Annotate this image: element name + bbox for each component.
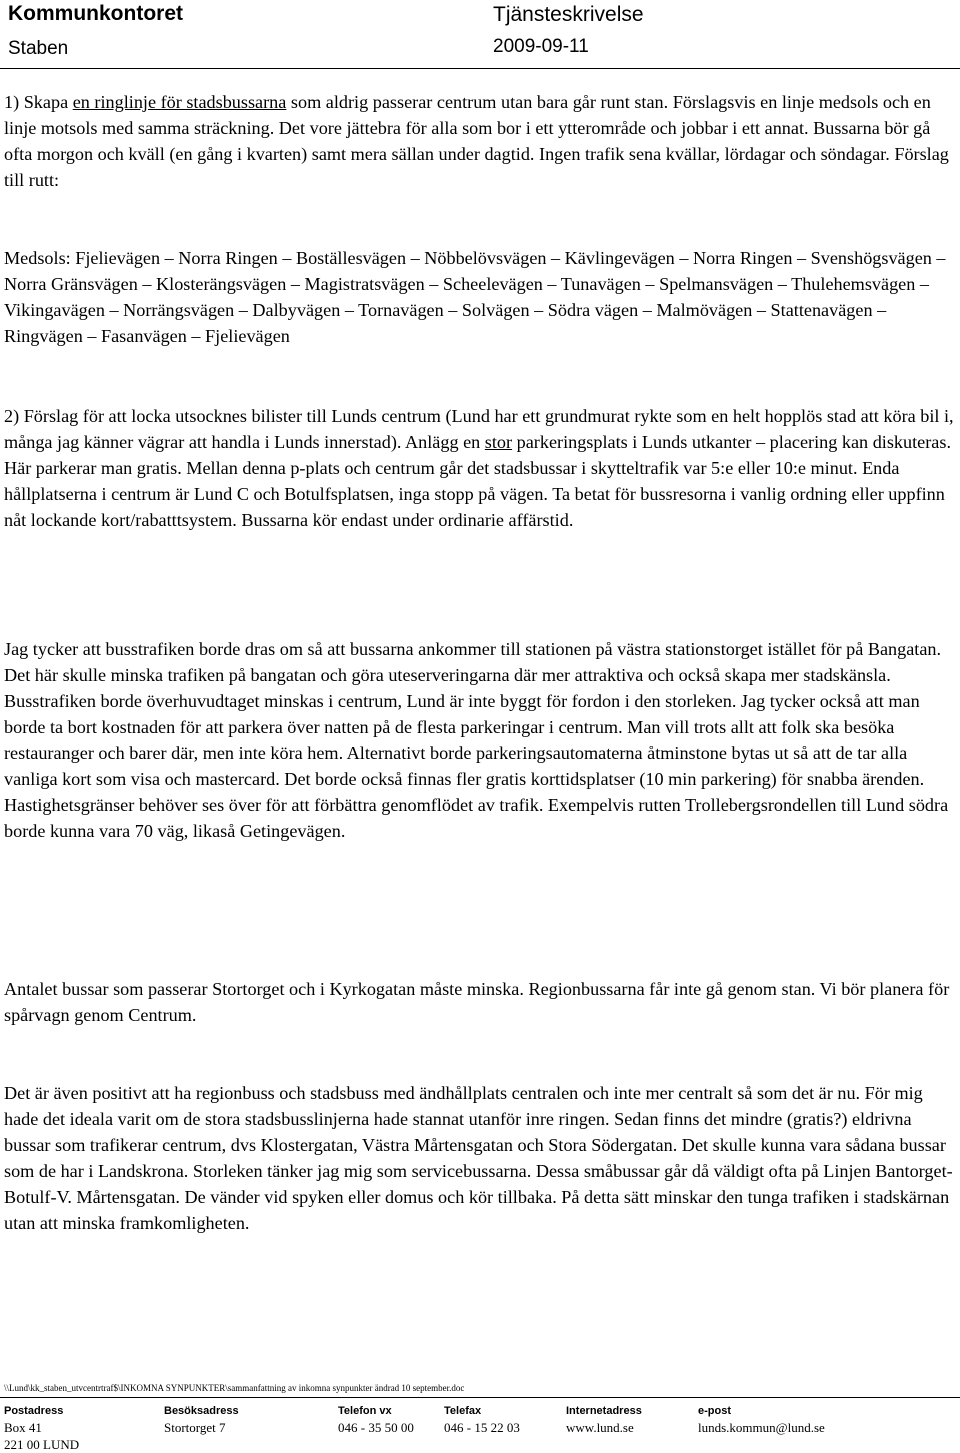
paragraph-fewer-buses: Antalet bussar som passerar Stortorget och i Kyrkogatan måste minska. Regionbussarna får inte gå genom stan. Vi bör planera för spårvagn genom Centrum. xyxy=(4,979,950,1025)
document-type: Tjänsteskrivelse xyxy=(493,3,644,26)
paragraph-bus-station: Jag tycker att busstrafiken borde dras om så att bussarna ankommer till stationen på västra stationstorget istället för på Bangatan. Det här skulle minska trafiken på bangatan och göra uteserveringarna där mer attraktiva och också skapa mer stadskänsla. Busstrafiken borde överhuvudtaget minskas i centrum, Lund är inte byggt för fordon i den storleken. Jag tycker också att man borde ta bort kostnaden för att parkera över natten på de flesta parkeringar i centrum. Man vill trots allt att folk ska besöka restauranger och barer där, men inte köra hem. Alternativt borde parkeringsautomaterna åtminstone bytas ut så att de tar alla vanliga kort som visa och mastercard. Det borde också finnas fler gratis korttidsplatser (10 min parkering) för snabba ärenden. Hastighetsgränser behöver ses över för att förbättra genomflödet av trafik. Exempelvis rutten Trollebergsrondellen till Lund södra borde kunna vara 70 väg, likaså Getingevägen. xyxy=(4,639,949,841)
paragraph-text: parkeringsplats i Lunds utkanter – placering kan diskuteras. Här parkerar man gratis. Mellan denna p-plats och centrum går det stadsbussar i skytteltrafik var 5:e eller 10:e minut. Enda hållplatserna i centrum är Lund C och Botulfsplatsen, inga stopp på vägen. Ta betat för bussresorna i vanlig ordning eller uppfinn nåt lockande kort/rabatttsystem. Bussarna kör endast under ordinarie affärstid. xyxy=(4,432,951,530)
underlined-text: stor xyxy=(484,432,513,452)
paragraph-ring-line xyxy=(4,89,954,193)
paragraph-text: 2) Förslag för att locka utsocknes bilister till Lunds centrum (Lund har ett grundmurat rykte som en helt hopplös stad att köra bil i, många jag känner vägrar att handla i Lunds innerstad). Anlägg en xyxy=(4,406,954,452)
footer-postal-city: 221 00 LUND xyxy=(4,1437,80,1452)
paragraph-text: som aldrig passerar centrum utan bara går runt stan. Förslagsvis en linje medsols och en linje motsols med samma sträckning. Det vore jättebra för alla som bor i ett ytterområde och jobbar i ett annat. Bussarna bör gå ofta morgon och kväll (en gång i kvarten) samt mera sällan under dagtid. Ingen trafik sena kvällar, lördagar och söndagar. Förslag till rutt: xyxy=(4,92,949,190)
footer-label-postal: Postadress xyxy=(4,1405,64,1417)
paragraph-park-and-ride xyxy=(4,403,954,533)
underlined-text: en ringlinje för stadsbussarna xyxy=(72,92,287,112)
organization-name: Kommunkontoret xyxy=(8,2,183,25)
paragraph-route: Medsols: Fjelievägen – Norra Ringen – Boställesvägen – Nöbbelövsvägen – Kävlingevägen – Norra Ringen – Svenshögsvägen – Norra Gränsvägen – Klosterängsvägen – Magistratsvägen – Scheelevägen – Tunavägen – Spelmansvägen – Thulehemsvägen – Vikingavägen – Norrängsvägen – Dalbyvägen – Tornavägen – Solvägen – Södra vägen – Malmövägen – Stattenavägen – Ringvägen – Fasanvägen – Fjelievägen xyxy=(4,248,946,346)
footer-label-fax: Telefax xyxy=(444,1405,482,1417)
header-divider xyxy=(0,68,960,69)
document-date: 2009-09-11 xyxy=(493,36,589,57)
footer-label-email: e-post xyxy=(698,1405,731,1417)
paragraph-text: 1) Skapa xyxy=(4,92,73,112)
footer-label-phone: Telefon vx xyxy=(338,1405,392,1417)
footer-email-link[interactable]: lunds.kommun@lund.se xyxy=(698,1420,825,1435)
footer-fax-value: 046 - 15 22 03 xyxy=(444,1420,520,1435)
footer-divider xyxy=(0,1397,960,1398)
footer-visiting-value: Stortorget 7 xyxy=(164,1420,226,1435)
footer-label-website: Internetadress xyxy=(566,1405,642,1417)
footer-postal-value: Box 41 xyxy=(4,1420,42,1435)
department-name: Staben xyxy=(8,38,69,59)
footer-phone-value: 046 - 35 50 00 xyxy=(338,1420,414,1435)
footer-website-link[interactable]: www.lund.se xyxy=(566,1420,634,1435)
footer-label-visiting: Besöksadress xyxy=(164,1405,239,1417)
paragraph-regional-buses: Det är även positivt att ha regionbuss och stadsbuss med ändhållplats centralen och inte mer centralt så som det är nu. För mig hade det ideala varit om de stora stadsbusslinjerna hade stannat utanför inre ringen. Sedan finns det mindre (gratis?) eldrivna bussar som trafikerar centrum, dvs Klostergatan, Västra Mårtensgatan och Stora Södergatan. Det skulle kunna vara sådana bussar som de har i Landskrona. Storleken tänker jag mig som servicebussarna. Dessa småbussar går då väldigt ofta på Linjen Bantorget-Botulf-V. Mårtensgatan. De vänder vid spyken eller domus och kör tillbaka. På detta sätt minskar den tunga trafiken i stadskärnan utan att minska framkomligheten. xyxy=(4,1083,953,1233)
file-path: \\Lund\kk_staben_utvcentrtraf$\INKOMNA SYNPUNKTER\sammanfattning av inkomna synpunkter ändrad 10 september.doc xyxy=(4,1383,465,1393)
